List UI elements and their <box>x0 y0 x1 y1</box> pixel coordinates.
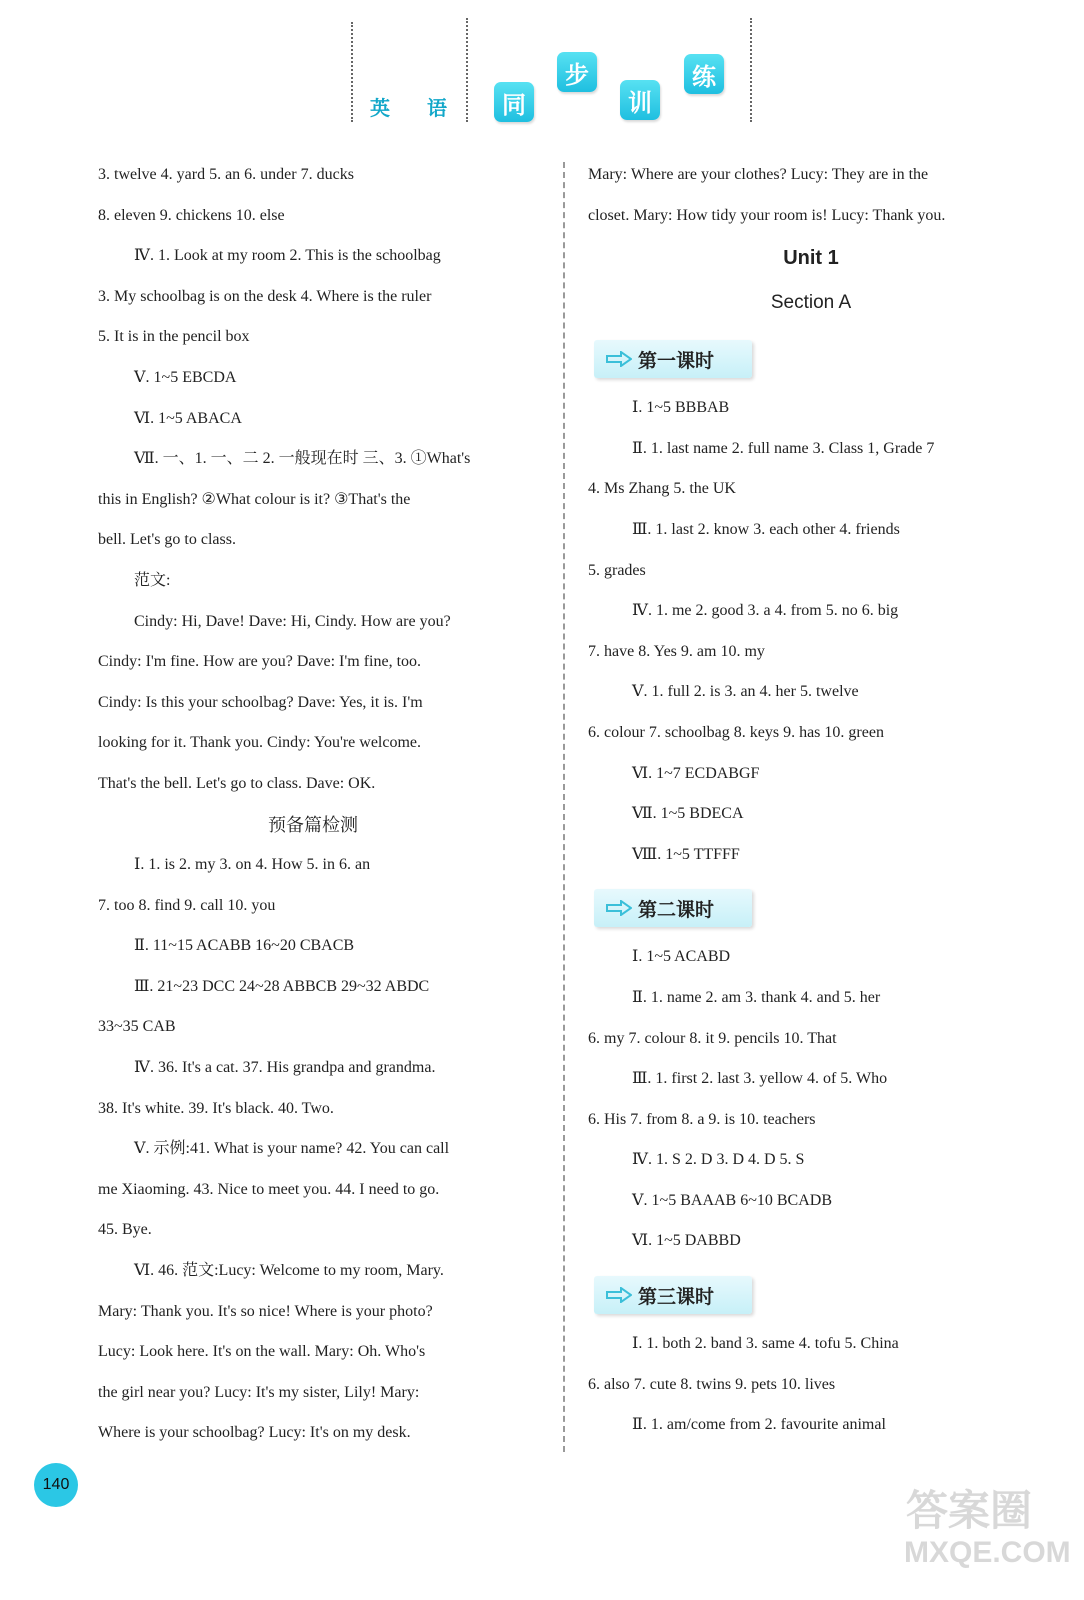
answer-line: 3. My schoolbag is on the desk 4. Where is the ruler <box>98 287 432 305</box>
watermark-logo <box>900 1478 1070 1588</box>
dialogue-line: That's the bell. Let's go to class. Dave: OK. <box>98 774 376 792</box>
answer-line: Ⅱ. 11~15 ACABB 16~20 CBACB <box>134 937 355 955</box>
answer-line: 8. eleven 9. chickens 10. else <box>98 206 285 224</box>
answer-line: Ⅳ. 36. It's a cat. 37. His grandpa and grandma. <box>134 1059 436 1077</box>
answer-line: Ⅶ. 一、1. 一、二 2. 一般现在时 三、3. ①What's <box>134 450 471 468</box>
dialogue-line: Mary: Where are your clothes? Lucy: They are in the <box>588 166 929 183</box>
answer-line: 45. Bye. <box>98 1221 152 1239</box>
answer-line: Ⅲ. 21~23 DCC 24~28 ABBCB 29~32 ABDC <box>134 977 430 995</box>
answer-line: me Xiaoming. 43. Nice to meet you. 44. I need to go. <box>98 1180 440 1198</box>
answer-line: 5. It is in the pencil box <box>98 328 250 346</box>
dialogue-line: Mary: Thank you. It's so nice! Where is your photo? <box>98 1302 433 1320</box>
answer-line: Ⅴ. 1~5 BAAAB 6~10 BCADB <box>632 1191 832 1209</box>
dialogue-line: the girl near you? Lucy: It's my sister, Lily! Mary: <box>98 1383 420 1401</box>
answer-line: Ⅵ. 1~5 ABACA <box>134 409 242 427</box>
answer-line: 3. twelve 4. yard 5. an 6. under 7. ducks <box>98 166 354 183</box>
answer-line: Ⅴ. 示例:41. What is your name? 42. You can call <box>134 1140 450 1158</box>
header-char-ying: 英 <box>370 96 390 120</box>
answer-line: Ⅱ. 1. last name 2. full name 3. Class 1, Grade 7 <box>632 439 935 457</box>
answer-line: this in English? ②What colour is it? ③That's the <box>98 490 411 508</box>
page-header <box>0 0 1084 140</box>
left-column <box>98 155 528 1454</box>
answer-line: Ⅰ. 1~5 ACABD <box>632 948 731 966</box>
lesson-3-label: 第三课时 <box>638 1285 715 1308</box>
answer-line: 7. have 8. Yes 9. am 10. my <box>588 642 765 660</box>
page-number: 140 <box>34 1463 78 1507</box>
answer-line: Ⅷ. 1~5 TTFFF <box>632 845 740 863</box>
section-heading: 预备篇检测 <box>268 814 358 835</box>
section-title: Section A <box>770 292 852 314</box>
answer-line: Ⅰ. 1. is 2. my 3. on 4. How 5. in 6. an <box>134 856 371 874</box>
dialogue-line: Cindy: I'm fine. How are you? Dave: I'm fine, too. <box>98 653 422 671</box>
lesson-2-banner <box>594 889 752 927</box>
column-divider <box>563 162 565 1452</box>
lesson-3-banner <box>594 1276 752 1314</box>
answer-line: Ⅳ. 1. S 2. D 3. D 4. D 5. S <box>632 1151 805 1169</box>
answer-line: bell. Let's go to class. <box>98 531 236 549</box>
answer-line: Ⅴ. 1. full 2. is 3. an 4. her 5. twelve <box>632 683 859 701</box>
header-box-bu: 步 <box>557 52 597 92</box>
answer-line: 5. grades <box>588 561 646 579</box>
answer-line: Ⅵ. 1~5 DABBD <box>632 1232 741 1250</box>
arrow-right-icon <box>606 1287 632 1303</box>
answer-line: 7. too 8. find 9. call 10. you <box>98 896 276 914</box>
answer-line: Ⅱ. 1. name 2. am 3. thank 4. and 5. her <box>632 988 881 1006</box>
answer-line: Ⅰ. 1~5 BBBAB <box>632 399 730 417</box>
answer-line: 33~35 CAB <box>98 1018 176 1036</box>
header-box-xun: 训 <box>620 80 660 120</box>
answer-line: Ⅳ. 1. Look at my room 2. This is the schoolbag <box>134 247 441 265</box>
answer-line: Ⅱ. 1. am/come from 2. favourite animal <box>632 1416 886 1434</box>
arrow-right-icon <box>606 351 632 367</box>
header-box-lian: 练 <box>684 54 724 94</box>
lesson-1-label: 第一课时 <box>638 349 715 372</box>
answer-line: Ⅳ. 1. me 2. good 3. a 4. from 5. no 6. big <box>632 602 899 620</box>
answer-line: Ⅰ. 1. both 2. band 3. same 4. tofu 5. China <box>632 1335 899 1353</box>
arrow-right-icon <box>606 900 632 916</box>
answer-line: Ⅲ. 1. last 2. know 3. each other 4. friends <box>632 520 900 538</box>
answer-line: 4. Ms Zhang 5. the UK <box>588 480 736 498</box>
header-char-yu: 语 <box>427 96 447 120</box>
lesson-1-banner <box>594 340 752 378</box>
dialogue-line: Where is your schoolbag? Lucy: It's on my desk. <box>98 1424 411 1442</box>
answer-line: Ⅲ. 1. first 2. last 3. yellow 4. of 5. Who <box>632 1070 888 1088</box>
header-box-tong: 同 <box>494 82 534 122</box>
dialogue-line: Cindy: Is this your schoolbag? Dave: Yes, it is. I'm <box>98 693 423 711</box>
answer-line: 6. colour 7. schoolbag 8. keys 9. has 10. green <box>588 723 884 741</box>
watermark-bottom-text: MXQE.COM <box>904 1536 1071 1569</box>
watermark-top-text: 答案圈 <box>906 1486 1033 1535</box>
answer-line: 6. my 7. colour 8. it 9. pencils 10. That <box>588 1029 837 1047</box>
answer-line: Ⅴ. 1~5 EBCDA <box>134 368 237 386</box>
header-divider-2 <box>466 18 468 122</box>
right-column <box>588 155 1026 1446</box>
answer-line: 38. It's white. 39. It's black. 40. Two. <box>98 1099 334 1117</box>
dialogue-line: closet. Mary: How tidy your room is! Lucy: Thank you. <box>588 206 946 224</box>
answer-line: Ⅵ. 1~7 ECDABGF <box>632 764 760 782</box>
header-divider-1 <box>351 22 353 122</box>
answer-line: 6. also 7. cute 8. twins 9. pets 10. lives <box>588 1375 836 1393</box>
answer-line: 6. His 7. from 8. a 9. is 10. teachers <box>588 1110 816 1128</box>
unit-title: Unit 1 <box>783 247 839 270</box>
dialogue-line: Cindy: Hi, Dave! Dave: Hi, Cindy. How are you? <box>134 612 451 630</box>
answer-line: Ⅶ. 1~5 BDECA <box>632 805 744 823</box>
lesson-2-label: 第二课时 <box>638 898 715 921</box>
dialogue-line: looking for it. Thank you. Cindy: You're welcome. <box>98 734 422 752</box>
header-divider-3 <box>750 18 752 122</box>
dialogue-line: Lucy: Look here. It's on the wall. Mary: Oh. Who's <box>98 1343 426 1361</box>
sample-label: 范文: <box>134 571 171 589</box>
answer-line: Ⅵ. 46. 范文:Lucy: Welcome to my room, Mary. <box>134 1262 444 1280</box>
